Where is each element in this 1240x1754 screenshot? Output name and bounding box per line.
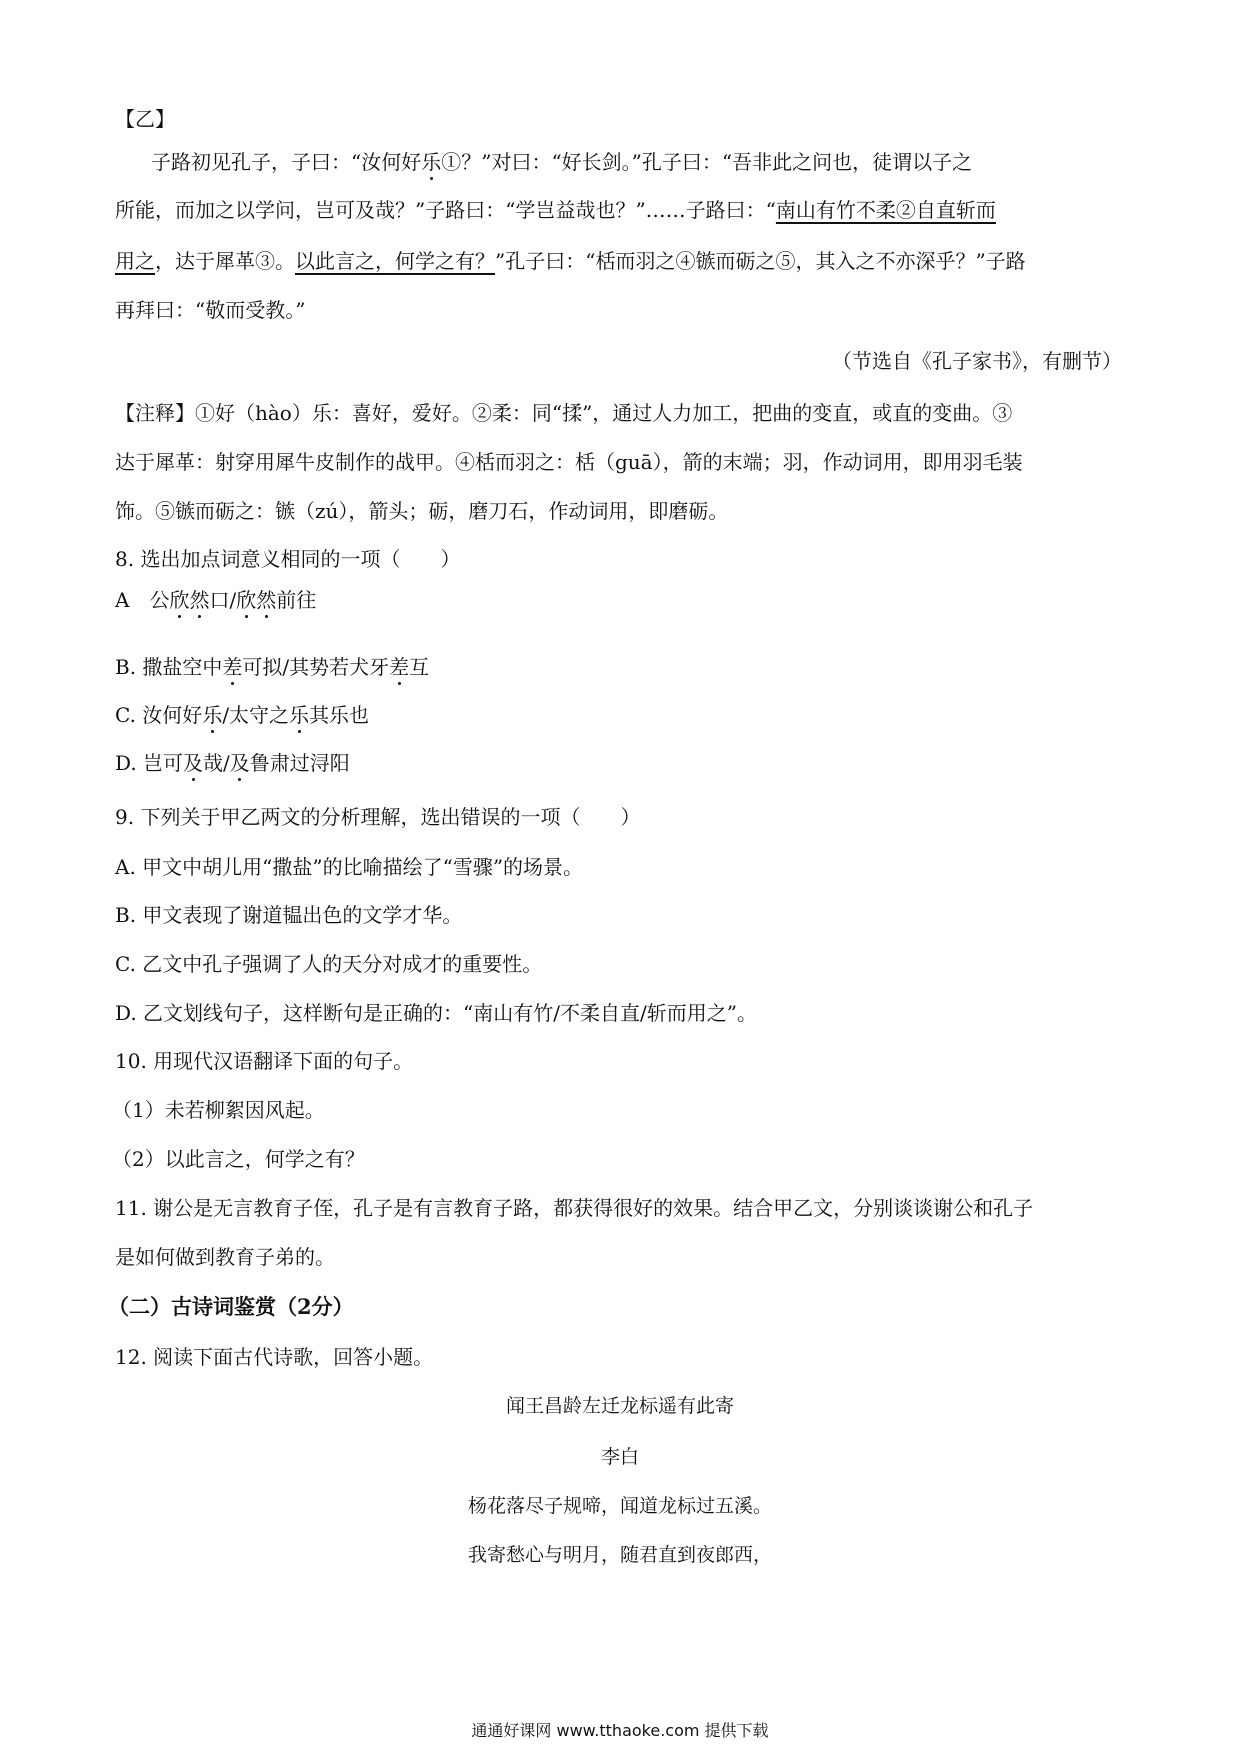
question-11-line-2: 是如何做到教育子弟的。 <box>115 1245 335 1269</box>
question-9-option-d: D. 乙文划线句子，这样断句是正确的：“南山有竹/不柔自直/斩而用之”。 <box>115 1001 757 1025</box>
question-8-option-a: A 公欣然口/欣然前往 <box>115 588 317 612</box>
underlined-sentence-part1: 南山有竹不柔②自直斩而 <box>775 198 996 222</box>
passage-source: （节选自《孔子家书》，有删节） <box>832 349 1122 373</box>
poem-line-2: 我寄愁心与明月，随君直到夜郎西， <box>467 1544 772 1566</box>
underlined-sentence-2: 以此言之，何学之有？ <box>295 249 495 273</box>
passage-text-3c: ”孔子曰：“栝而羽之④镞而砺之⑤，其入之不亦深乎？”子路 <box>495 249 1026 273</box>
passage-text-1a: 子路初见孔子，子曰：“汝何好 <box>151 150 422 174</box>
question-10-sentence-2: （2）以此言之，何学之有？ <box>112 1147 365 1171</box>
poem-author: 李白 <box>600 1446 639 1468</box>
notes-line-3: 饰。⑤镞而砺之：镞（zú），箭头；砺，磨刀石，作动词用，即磨砺。 <box>115 499 729 523</box>
question-8-stem: 8. 选出加点词意义相同的一项（ ） <box>115 547 461 571</box>
passage-line-2 <box>115 196 996 224</box>
question-10-stem: 10. 用现代汉语翻译下面的句子。 <box>115 1049 414 1073</box>
dotted-char-le: 乐 <box>421 150 442 174</box>
section-yi-heading: 【乙】 <box>115 107 175 131</box>
question-8-option-c: C. 汝何好乐/太守之乐其乐也 <box>115 703 370 727</box>
poem-line-1: 杨花落尽子规啼，闻道龙标过五溪。 <box>467 1495 772 1517</box>
poem-title: 闻王昌龄左迁龙标遥有此寄 <box>505 1395 734 1417</box>
question-11-line-1: 11. 谢公是无言教育子侄，孔子是有言教育子路，都获得很好的效果。结合甲乙文，分别谈谈谢公和孔子 <box>115 1196 1034 1220</box>
question-10-sentence-1: （1）未若柳絮因风起。 <box>112 1098 325 1122</box>
notes-line-2: 达于犀革：射穿用犀牛皮制作的战甲。④栝而羽之：栝（guā），箭的末端；羽，作动词用，即用羽毛装 <box>115 450 1023 474</box>
notes-line-1: 【注释】①好（hào）乐：喜好，爱好。②柔：同“揉”，通过人力加工，把曲的变直，或直的变曲。③ <box>115 401 1013 425</box>
passage-line-4: 再拜曰：“敬而受教。” <box>115 298 306 322</box>
passage-text-2a: 所能，而加之以学问，岂可及哉？”子路曰：“学岂益哉也？”……子路曰：“ <box>115 198 776 222</box>
part-2-heading: （二）古诗词鉴赏（2分） <box>108 1294 354 1319</box>
question-9-option-a: A. 甲文中胡儿用“撒盐”的比喻描绘了“雪骤”的场景。 <box>115 855 584 879</box>
passage-line-1 <box>151 148 972 176</box>
question-9-stem: 9. 下列关于甲乙两文的分析理解，选出错误的一项（ ） <box>115 805 641 829</box>
passage-text-3b: ，达于犀革③。 <box>155 249 295 273</box>
question-9-option-c: C. 乙文中孔子强调了人的天分对成才的重要性。 <box>115 952 543 976</box>
page-footer: 通通好课网 www.tthaoke.com 提供下载 <box>471 1721 769 1740</box>
passage-line-3 <box>115 247 1026 275</box>
question-9-option-b: B. 甲文表现了谢道韫出色的文学才华。 <box>115 903 463 927</box>
question-8-option-d: D. 岂可及哉/及鲁肃过浔阳 <box>115 751 350 775</box>
passage-text-1b: ①？”对曰：“好长剑。”孔子曰：“吾非此之问也，徒谓以子之 <box>441 150 973 174</box>
question-12-stem: 12. 阅读下面古代诗歌，回答小题。 <box>115 1345 434 1369</box>
question-8-option-b: B. 撒盐空中差可拟/其势若犬牙差互 <box>115 655 430 679</box>
underlined-sentence-part2: 用之 <box>115 249 155 273</box>
